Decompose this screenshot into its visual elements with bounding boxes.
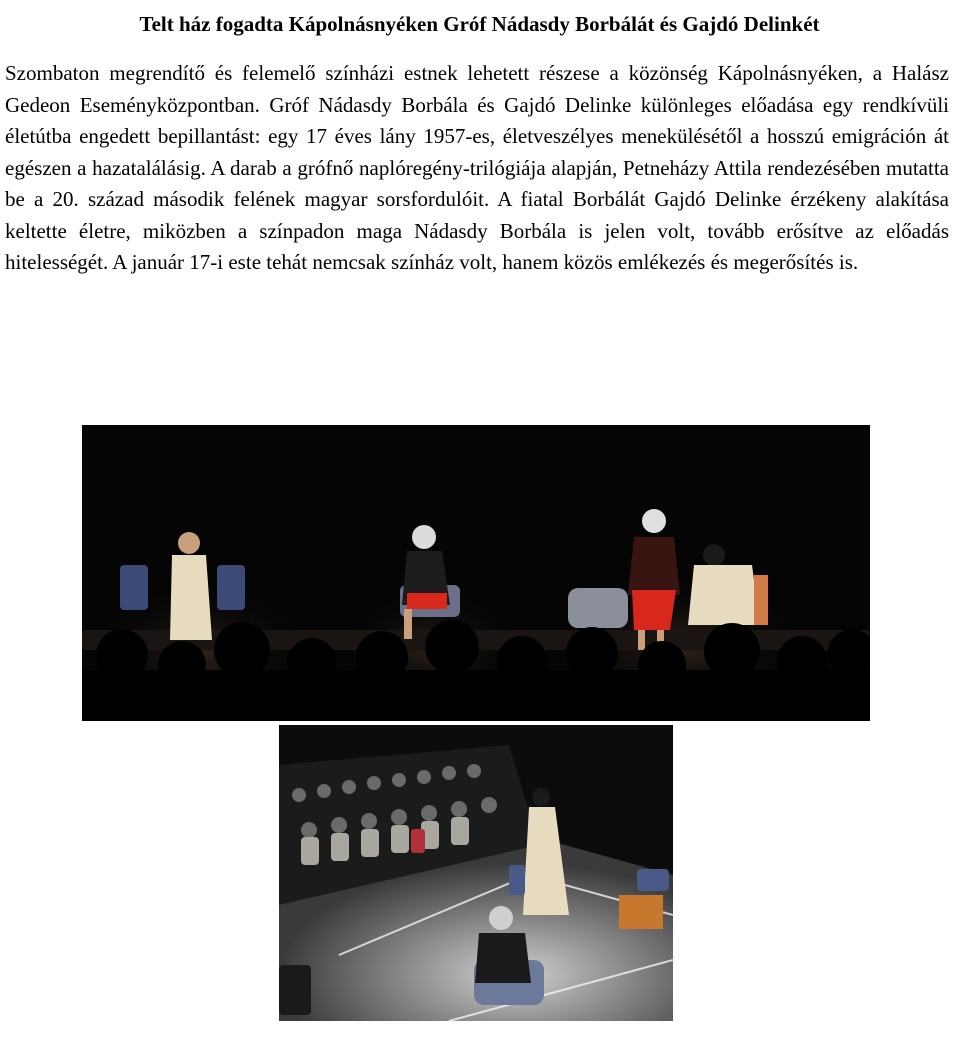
article-body: Szombaton megrendítő és felemelő színházi estnek lehetett részese a közönség Kápolnásnyéken, a Halász Gedeon Eseményközpontban. Gróf Nádasdy Borbála és Gajdó Delinke különleges előadása egy rendkívüli életútba engedett bepillantást: egy 17 éves lány 1957-es, életveszélyes menekülésétől a hosszú emigráción át egészen a hazatalálásig. A darab a grófnő naplóregény-trilógiája alapján, Petneházy Attila rendezésében mutatta be a 20. század második felének magyar sorsfordulóit. A fiatal Borbálát Gajdó Delinke érzékeny alakítása keltette életre, miközben a színpadon maga Nádasdy Borbála is jelen volt, tovább erősítve az előadás hitelességét. A január 17-i este tehát nemcsak színház volt, hanem közös emlékezés és megerősítés is. xyxy=(5,61,949,274)
stage-performance-photo xyxy=(82,425,870,721)
article-title: Telt ház fogadta Kápolnásnyéken Gróf Nádasdy Borbálát és Gajdó Delinkét xyxy=(139,12,820,36)
stage-audience-photo xyxy=(279,725,673,1021)
